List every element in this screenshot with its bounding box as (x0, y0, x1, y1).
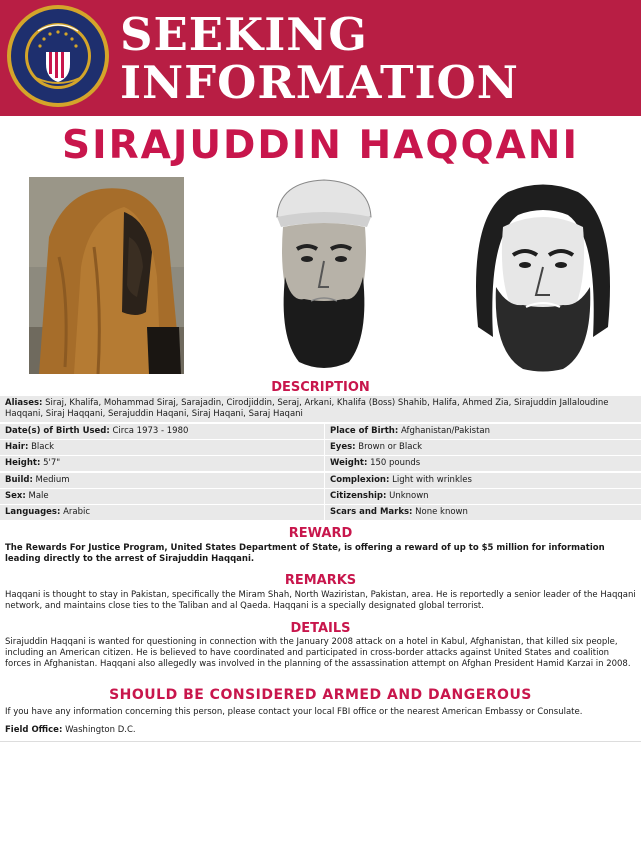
header-banner (0, 0, 641, 116)
remarks-heading: REMARKS (284, 573, 357, 588)
subject-sketch-hair (468, 177, 618, 374)
languages-label: Languages: (5, 506, 61, 517)
field-office-value: Washington D.C. (65, 725, 136, 735)
build-label: Build: (5, 474, 33, 485)
sex-label: Sex: (5, 490, 26, 501)
citizenship-value: Unknown (389, 490, 429, 501)
height-label: Height: (5, 458, 41, 469)
table-row (0, 489, 641, 504)
table-row (0, 473, 641, 488)
description-table (0, 396, 641, 520)
reward-text: The Rewards For Justice Program, United States Department of State, is offering a reward of up to $5 million for information leading directly to the arrest of Sirajuddin Haqqani. (5, 543, 605, 564)
aliases-cell (0, 396, 641, 422)
field-office-label: Field Office: (5, 725, 63, 735)
languages-value: Arabic (63, 506, 91, 517)
height-value: 5'7" (43, 458, 61, 469)
field-office (5, 725, 636, 736)
remarks-text: Haqqani is thought to stay in Pakistan, specifically the Miram Shah, North Waziristan, Pakistan, area. He is reportedly a senior leader of the Haqqani network, and maintains close ties to the Taliban and al Qaeda. Haqqani is a specially designated global terrorist. (5, 590, 636, 611)
scars-value: None known (415, 506, 468, 517)
eyes-value: Brown or Black (358, 442, 423, 453)
contact-text: If you have any information concerning this person, please contact your local FBI office or the nearest American Embassy or Consulate. (5, 707, 583, 717)
sex-value: Male (28, 490, 49, 501)
table-row (0, 440, 641, 455)
hair-label: Hair: (5, 442, 29, 453)
weight-label: Weight: (330, 458, 368, 469)
dob-value: Circa 1973 - 1980 (112, 426, 189, 436)
table-row (0, 505, 641, 520)
subject-photo (29, 177, 184, 374)
complexion-label: Complexion: (330, 474, 390, 485)
pob-label: Place of Birth: (330, 426, 399, 436)
weight-value: 150 pounds (370, 458, 421, 469)
dob-label: Date(s) of Birth Used: (5, 426, 110, 436)
complexion-value: Light with wrinkles (392, 474, 472, 485)
description-heading: DESCRIPTION (271, 380, 370, 395)
table-row (0, 456, 641, 471)
aliases-row (0, 396, 641, 422)
eyes-label: Eyes: (330, 442, 356, 453)
details-text: Sirajuddin Haqqani is wanted for questioning in connection with the January 2008 attack on a hotel in Kabul, Afghanistan, that killed six people, including an American citizen. He is believed to have coordinated and participated in cross-border attacks against United States and coalition forces in Afghanistan. Haqqani also allegedly was involved in the planning of the assassination attempt on Afghan President Hamid Karzai in 2008. (5, 637, 631, 669)
subject-sketch-cap (249, 177, 399, 374)
aliases-label: Aliases: (5, 398, 43, 408)
banner-title-line1: SEEKING (120, 8, 368, 61)
hair-value: Black (31, 442, 55, 453)
armed-dangerous-heading: SHOULD BE CONSIDERED ARMED AND DANGEROUS (109, 687, 532, 703)
banner-title-line2: INFORMATION (120, 56, 519, 109)
aliases-value: Siraj, Khalifa, Mohammad Siraj, Sarajadin, Cirodjiddin, Seraj, Arkani, Khalifa (Boss) Shahib, Halifa, Ahmed Zia, Sirajuddin Jallaloudine Haqqani, Siraj Haqqani, Serajuddin Haqani, Siraj Haqani, Saraj Haqani (5, 398, 609, 419)
table-row (0, 424, 641, 439)
details-heading: DETAILS (290, 621, 351, 636)
citizenship-label: Citizenship: (330, 490, 387, 501)
build-value: Medium (35, 474, 70, 485)
fbi-seal-icon (6, 4, 110, 108)
footer-divider (0, 741, 641, 742)
reward-heading: REWARD (288, 526, 353, 541)
scars-label: Scars and Marks: (330, 506, 413, 517)
subject-name: SIRAJUDDIN HAQQANI (62, 123, 579, 168)
pob-value: Afghanistan/Pakistan (400, 426, 491, 436)
